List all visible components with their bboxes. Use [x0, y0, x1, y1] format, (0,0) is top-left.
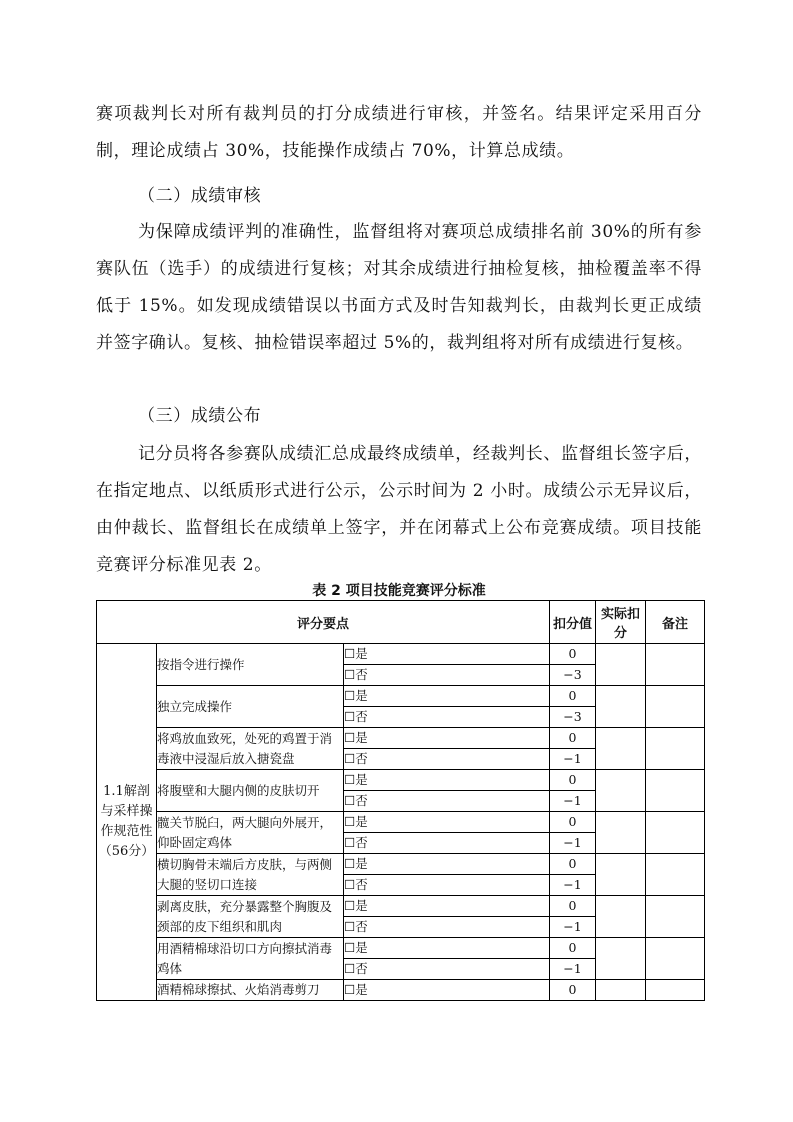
paragraph-scoring-method: 赛项裁判长对所有裁判员的打分成绩进行审核，并签名。结果评定采用百分制，理论成绩占 30%，技能操作成绩占 70%，计算总成绩。: [96, 104, 702, 161]
deduction-value-no: −1: [550, 917, 596, 938]
scoring-item: 酒精棉球擦拭、火焰消毒剪刀: [157, 980, 344, 1001]
header-scoring-points: 评分要点: [97, 601, 550, 644]
scoring-item: 剥离皮肤，充分暴露整个胸腹及颈部的皮下组织和肌肉: [157, 896, 344, 938]
deduction-value-yes: 0: [550, 686, 596, 707]
actual-deduction-cell[interactable]: [596, 770, 646, 812]
deduction-value-yes: 0: [550, 812, 596, 833]
table-row: [97, 728, 705, 749]
remark-cell[interactable]: [646, 980, 705, 1001]
header-remarks: 备注: [646, 601, 705, 644]
no-checkbox[interactable]: ☐否: [344, 749, 550, 770]
section-heading-score-review: （二）成绩审核: [138, 186, 262, 206]
scoring-item: 横切胸骨末端后方皮肤，与两侧大腿的竖切口连接: [157, 854, 344, 896]
table-row: [97, 980, 705, 1001]
no-checkbox[interactable]: ☐否: [344, 791, 550, 812]
deduction-value-yes: 0: [550, 854, 596, 875]
yes-checkbox[interactable]: ☐是: [344, 896, 550, 917]
actual-deduction-cell[interactable]: [596, 644, 646, 686]
yes-checkbox[interactable]: ☐是: [344, 980, 550, 1001]
yes-checkbox[interactable]: ☐是: [344, 854, 550, 875]
deduction-value-no: −3: [550, 707, 596, 728]
no-checkbox[interactable]: ☐否: [344, 707, 550, 728]
deduction-value-no: −1: [550, 959, 596, 980]
yes-checkbox[interactable]: ☐是: [344, 770, 550, 791]
remark-cell[interactable]: [646, 812, 705, 854]
paragraph-score-review: 为保障成绩评判的准确性，监督组将对赛项总成绩排名前 30%的所有参赛队伍（选手）的成绩进行复核；对其余成绩进行抽检复核，抽检覆盖率不得低于 15%。如发现成绩错误以书面方式及时告知裁判长，由裁判长更正成绩并签字确认。复核、抽检错误率超过 5%的，裁判组将对所有成绩进行复核。: [96, 222, 702, 353]
remark-cell[interactable]: [646, 728, 705, 770]
paragraph-score-publication: 记分员将各参赛队成绩汇总成最终成绩单，经裁判长、监督组长签字后，在指定地点、以纸质形式进行公示，公示时间为 2 小时。成绩公示无异议后，由仲裁长、监督组长在成绩单上签字，并在闭幕式上公布竞赛成绩。项目技能竞赛评分标准见表 2。: [96, 444, 702, 575]
actual-deduction-cell[interactable]: [596, 686, 646, 728]
table-header-row: [97, 601, 705, 644]
remark-cell[interactable]: [646, 896, 705, 938]
remark-cell[interactable]: [646, 644, 705, 686]
deduction-value-yes: 0: [550, 728, 596, 749]
no-checkbox[interactable]: ☐否: [344, 665, 550, 686]
deduction-value-no: −1: [550, 833, 596, 854]
actual-deduction-cell[interactable]: [596, 980, 646, 1001]
yes-checkbox[interactable]: ☐是: [344, 728, 550, 749]
table-caption: 表 2 项目技能竞赛评分标准: [312, 583, 486, 599]
scoring-item: 按指令进行操作: [157, 644, 344, 686]
no-checkbox[interactable]: ☐否: [344, 833, 550, 854]
scoring-item: 将腹壁和大腿内侧的皮肤切开: [157, 770, 344, 812]
table-row: [97, 896, 705, 917]
yes-checkbox[interactable]: ☐是: [344, 686, 550, 707]
category-cell: 1.1解剖与采样操作规范性（56分）: [97, 644, 157, 1001]
table-row: [97, 686, 705, 707]
deduction-value-yes: 0: [550, 938, 596, 959]
no-checkbox[interactable]: ☐否: [344, 959, 550, 980]
table-row: [97, 938, 705, 959]
actual-deduction-cell[interactable]: [596, 728, 646, 770]
deduction-value-no: −1: [550, 875, 596, 896]
actual-deduction-cell[interactable]: [596, 896, 646, 938]
deduction-value-no: −3: [550, 665, 596, 686]
remark-cell[interactable]: [646, 854, 705, 896]
table-row: [97, 644, 705, 665]
actual-deduction-cell[interactable]: [596, 812, 646, 854]
deduction-value-yes: 0: [550, 770, 596, 791]
scoring-item: 用酒精棉球沿切口方向擦拭消毒鸡体: [157, 938, 344, 980]
remark-cell[interactable]: [646, 770, 705, 812]
scoring-standard-table: [96, 600, 705, 1001]
header-actual-deduction: 实际扣分: [596, 601, 646, 644]
scoring-item: 髋关节脱臼，两大腿向外展开，仰卧固定鸡体: [157, 812, 344, 854]
scoring-item: 独立完成操作: [157, 686, 344, 728]
deduction-value-yes: 0: [550, 980, 596, 1001]
section-heading-score-publication: （三）成绩公布: [138, 406, 262, 426]
table-row: [97, 854, 705, 875]
no-checkbox[interactable]: ☐否: [344, 875, 550, 896]
table-row: [97, 812, 705, 833]
actual-deduction-cell[interactable]: [596, 938, 646, 980]
table-row: [97, 770, 705, 791]
remark-cell[interactable]: [646, 686, 705, 728]
no-checkbox[interactable]: ☐否: [344, 917, 550, 938]
yes-checkbox[interactable]: ☐是: [344, 644, 550, 665]
yes-checkbox[interactable]: ☐是: [344, 938, 550, 959]
scoring-item: 将鸡放血致死，处死的鸡置于消毒液中浸湿后放入搪瓷盘: [157, 728, 344, 770]
deduction-value-yes: 0: [550, 896, 596, 917]
remark-cell[interactable]: [646, 938, 705, 980]
deduction-value-no: −1: [550, 749, 596, 770]
yes-checkbox[interactable]: ☐是: [344, 812, 550, 833]
header-deduction-value: 扣分值: [550, 601, 596, 644]
deduction-value-no: −1: [550, 791, 596, 812]
deduction-value-yes: 0: [550, 644, 596, 665]
actual-deduction-cell[interactable]: [596, 854, 646, 896]
